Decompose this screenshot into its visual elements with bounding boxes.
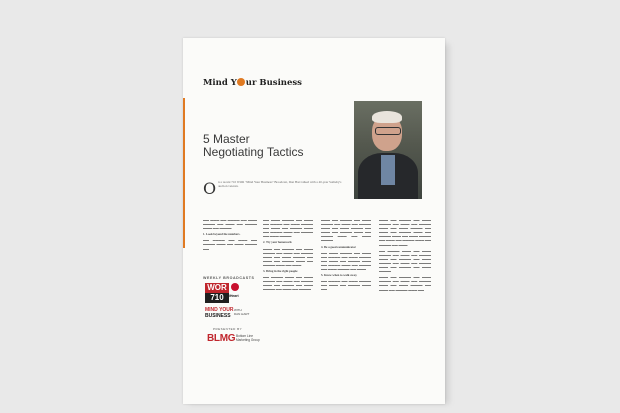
weekly-broadcasts-label: WEEKLY BROADCASTS [203, 276, 255, 280]
title-line-1: 5 Master [203, 132, 250, 146]
blmg-line-2: Marketing Group [236, 337, 260, 342]
column-4-text-b: ▬▬ ▬▬▬▬ ▬▬▬ ▬▬ ▬▬▬ ▬▬▬▬ ▬▬ ▬▬▬ ▬▬ ▬▬▬▬ ▬▬▬ ▬▬ ▬▬▬▬ ▬▬ ▬▬▬ ▬▬▬▬ ▬▬ ▬▬▬ ▬▬ ▬▬▬▬ ▬▬▬ ▬▬ ▬▬▬▬ ▬▬ ▬▬▬ ▬▬▬▬ [379, 248, 431, 274]
column-2-text-b: ▬▬▬ ▬▬ ▬▬▬▬ ▬▬ ▬▬▬ ▬▬▬▬ ▬▬ ▬▬▬ ▬▬ ▬▬▬▬ ▬▬▬ ▬▬ ▬▬▬ ▬▬▬▬ ▬▬ ▬▬▬ ▬▬ ▬▬▬▬ ▬▬▬ ▬▬ ▬▬▬▬ ▬▬▬ ▬▬ ▬▬▬ [263, 246, 313, 267]
intro-text: n a recent 710 WOR "Mind Your Business" Broadcast, Dan Hart talked with a 40-year Sotheby's auction veteran. [218, 180, 342, 189]
photo-shirt [381, 155, 395, 185]
subhead-5: 5. Know when to walk away [321, 273, 357, 278]
column-3 [321, 218, 371, 294]
subhead-4: 4. Be a good communicator [321, 244, 356, 249]
column-3-text-c: ▬▬ ▬▬▬▬ ▬▬ ▬▬▬ ▬▬▬▬ ▬▬ ▬▬▬ ▬▬ ▬▬▬▬ ▬▬▬ ▬▬ [321, 279, 371, 292]
column-1-text: ▬▬ ▬▬▬ ▬▬ ▬▬▬▬ ▬▬ ▬▬▬ ▬▬▬▬ ▬▬ ▬▬▬ ▬▬ ▬▬▬▬ ▬▬▬ ▬▬ ▬▬▬▬ [203, 218, 257, 231]
column-1 [203, 218, 257, 253]
column-2 [263, 218, 313, 294]
presented-by-label: PRESENTED BY [213, 327, 243, 331]
subhead-2: 2. Try your homework [263, 240, 292, 245]
column-4-text: ▬▬▬ ▬▬ ▬▬▬▬ ▬▬ ▬▬▬ ▬▬▬▬ ▬▬ ▬▬▬ ▬▬ ▬▬▬▬ ▬▬▬ ▬▬ ▬▬▬ ▬▬▬▬ ▬▬ ▬▬▬ ▬▬ ▬▬▬▬ ▬▬▬ ▬▬ ▬▬▬▬ ▬▬▬ ▬▬ ▬▬▬ ▬▬▬▬ ▬▬ ▬▬▬ ▬▬ ▬▬▬▬ ▬▬▬ ▬▬ ▬▬▬▬ ▬▬ ▬▬▬ [379, 218, 431, 247]
blmg-name [236, 335, 260, 343]
photo-glasses [375, 127, 401, 135]
subhead-1: 1. Look beyond the numbers. [203, 232, 241, 237]
header-text-post: ur Business [245, 78, 302, 88]
logo-business: BUSINESS [205, 312, 231, 319]
with-host [234, 309, 249, 316]
title-line-2: Negotiating Tactics [203, 145, 304, 159]
logo-mind-your: MIND YOUR [205, 307, 234, 313]
author-photo [354, 101, 422, 199]
accent-rule [183, 98, 185, 248]
section-header [203, 78, 302, 88]
wor-label: WOR [205, 283, 229, 293]
with-label: WITH [234, 308, 242, 312]
article-intro [203, 180, 349, 196]
column-4-text-c: ▬▬▬ ▬▬ ▬▬▬▬ ▬▬ ▬▬▬ ▬▬▬▬ ▬▬ ▬▬▬ ▬▬ ▬▬▬▬ ▬▬▬ ▬▬ ▬▬▬ ▬▬▬▬ ▬▬ ▬▬▬ ▬▬ ▬▬▬▬ ▬▬▬ ▬▬ [379, 275, 431, 292]
header-text-pre: Mind Y [203, 78, 237, 88]
article-title [203, 133, 304, 159]
mind-your-business-logo [205, 308, 234, 319]
iheart-icon [230, 283, 240, 292]
subhead-3: 3. Bring in the right people [263, 269, 298, 274]
logo-o-icon [237, 78, 245, 86]
drop-cap: O [203, 179, 217, 198]
blmg-logo: BLMG [207, 333, 236, 344]
column-4 [379, 218, 431, 294]
column-1-text-b: ▬▬ ▬▬▬▬ ▬▬ ▬▬▬ ▬▬ ▬▬▬▬ ▬▬▬ ▬▬ ▬▬▬ ▬▬▬▬ ▬▬ [203, 238, 257, 251]
wor-frequency: 710 [205, 293, 229, 303]
host-name: DAN HART [234, 311, 250, 316]
blmg-line-1: Bottom Line [236, 334, 254, 338]
column-2-text-c: ▬▬ ▬▬▬▬ ▬▬▬ ▬▬ ▬▬▬ ▬▬▬▬ ▬▬ ▬▬▬ ▬▬ ▬▬▬▬ ▬▬▬ ▬▬ ▬▬▬▬ ▬▬ ▬▬▬ ▬▬▬▬ ▬▬ ▬▬▬ ▬▬ ▬▬▬▬ [263, 275, 313, 292]
iheart-label: iHeart [229, 294, 239, 298]
photo-hair [372, 111, 402, 123]
magazine-page [183, 38, 445, 404]
column-3-text-b: ▬▬ ▬▬▬ ▬▬▬▬ ▬▬ ▬▬▬ ▬▬ ▬▬▬▬ ▬▬ ▬▬▬ ▬▬▬▬ ▬▬ ▬▬▬ ▬▬ ▬▬▬▬ ▬▬▬ ▬▬ ▬▬▬▬ ▬▬▬ ▬▬ ▬▬▬▬ ▬▬ ▬▬▬ ▬▬▬▬ ▬▬ ▬▬▬ [321, 250, 371, 272]
wor-710-logo [205, 283, 229, 305]
column-2-text: ▬▬ ▬▬▬ ▬▬▬▬ ▬▬ ▬▬▬ ▬▬ ▬▬▬▬ ▬▬ ▬▬▬ ▬▬▬▬ ▬▬ ▬▬▬ ▬▬ ▬▬▬▬ ▬▬▬ ▬▬ ▬▬▬▬ ▬▬▬ ▬▬ ▬▬▬▬ ▬▬ ▬▬▬ ▬▬▬▬ [263, 218, 313, 239]
column-3-text: ▬▬▬ ▬▬ ▬▬▬▬ ▬▬ ▬▬▬ ▬▬▬▬ ▬▬ ▬▬▬ ▬▬ ▬▬▬▬ ▬▬▬ ▬▬ ▬▬▬ ▬▬▬▬ ▬▬ ▬▬▬ ▬▬ ▬▬▬▬ ▬▬▬ ▬▬ ▬▬▬▬ ▬▬▬ ▬▬ ▬▬▬ ▬▬▬▬ [321, 218, 371, 243]
